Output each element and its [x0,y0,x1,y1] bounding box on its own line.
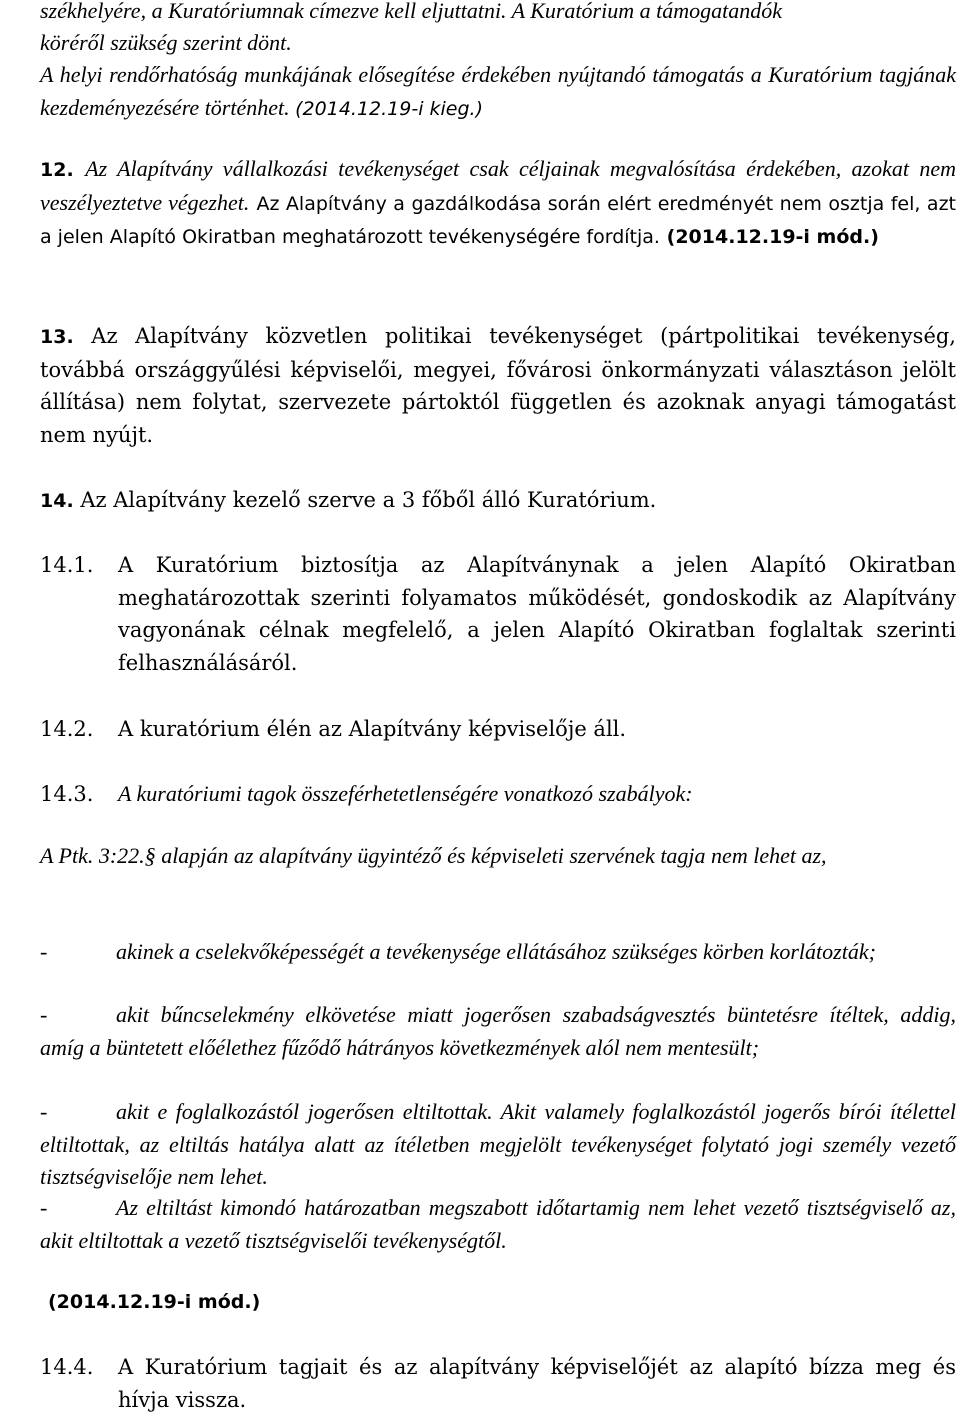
section-13 [40,320,956,451]
section-12-text: Az Alapítvány a gazdálkodása során elért eredményét nem osztja fel, azt a jelen Alapító Okiratban meghatározott tevékenységére fordítja. [40,192,956,248]
ptk-paragraph [40,840,956,873]
section-12-number: 12. [40,159,74,181]
list-item [40,1096,956,1194]
section-14-1-text: A Kuratórium biztosítja az Alapítványnak a jelen Alapító Okiratban meghatározottak szerinti folyamatos működését, gondoskodik az Alapítvány vagyonának célnak megfelelő, a jelen Alapító Okiratban foglaltak szerinti felhasználásáról. [118,553,956,675]
ptk-text: alapján az alapítvány ügyintéző és képviseleti szervének tagja nem lehet az, [161,843,827,868]
list-item-text: Az eltiltást kimondó határozatban megszabott időtartamig nem lehet vezető tisztségviselő az, akit eltiltottak a vezető tisztségviselői tevékenységtől. [40,1195,956,1253]
list-item [40,1192,956,1257]
modification-ref: (2014.12.19-i mód.) [48,1291,261,1313]
list-dash: - [40,939,48,964]
section-13-number: 13. [40,326,74,348]
list-dash: - [40,1195,48,1220]
list-item [40,999,956,1064]
list-item-text: akinek a cselekvőképességét a tevékenysége ellátásához szükséges körben korlátozták; [116,939,876,964]
section-12-italic: Az Alapítvány vállalkozási tevékenységet csak céljainak megvalósítása érdekében, azokat nem veszélyeztetve végezhet. [40,156,956,215]
intro-line-2: köréről szükség szerint dönt. [40,30,292,55]
section-12 [40,153,956,254]
section-14-4-text: A Kuratórium tagjait és az alapítvány képviselőjét az alapító bízza meg és hívja vissza. [118,1355,956,1412]
section-14-2-text: A kuratórium élén az Alapítvány képviselője áll. [118,717,627,741]
section-14-4-number: 14.4. [40,1355,94,1379]
intro-ref: (2014.12.19-i kieg.) [295,97,483,120]
section-14 [40,484,956,518]
section-13-text: Az Alapítvány közvetlen politikai tevékenységet (pártpolitikai tevékenység, továbbá országgyűlési képviselői, megyei, fővárosi önkormányzati választáson jelölt állítása) nem folytat, szervezete pártoktól független és azoknak anyagi támogatást nem nyújt. [40,324,956,447]
list-item-text: akit e foglalkozástól jogerősen eltiltottak. Akit valamely foglalkozástól jogerős bírói ítélettel eltiltottak, az eltiltás hatálya alatt az ítéletben megjelölt tevékenységet folytató jogi személy vezető tisztségviselője nem lehet. [40,1099,956,1189]
ptk-ref: A Ptk. 3:22.§ [40,843,156,868]
section-14-1-number: 14.1. [40,553,94,577]
list-dash: - [40,1099,48,1124]
section-14-number: 14. [40,490,74,512]
list-item-text: akit bűncselekmény elkövetése miatt jogerősen szabadságvesztés büntetésre ítéltek, addig, amíg a büntetett előélethez fűződő hátrányos következmények alól nem mentesült; [40,1002,956,1060]
intro-line-1: székhelyére, a Kuratóriumnak címezve kell eljuttatni. A Kuratórium a támogatandók [40,0,782,23]
section-14-text: Az Alapítvány kezelő szerve a 3 főből álló Kuratórium. [80,488,657,512]
section-14-3-number: 14.3. [40,782,94,806]
intro-paragraph: A helyi rendőrhatóság munkájának elősegítése érdekében nyújtandó támogatás a Kuratórium tagjának kezdeményezésére történhet. (2014.12.19-i kieg.) [40,62,956,120]
list-dash: - [40,1002,48,1027]
section-12-ref: (2014.12.19-i mód.) [666,226,879,248]
section-14-2-number: 14.2. [40,717,94,741]
section-14-3-text: A kuratóriumi tagok összeférhetetlenségére vonatkozó szabályok: [118,781,693,806]
list-item [40,936,956,969]
